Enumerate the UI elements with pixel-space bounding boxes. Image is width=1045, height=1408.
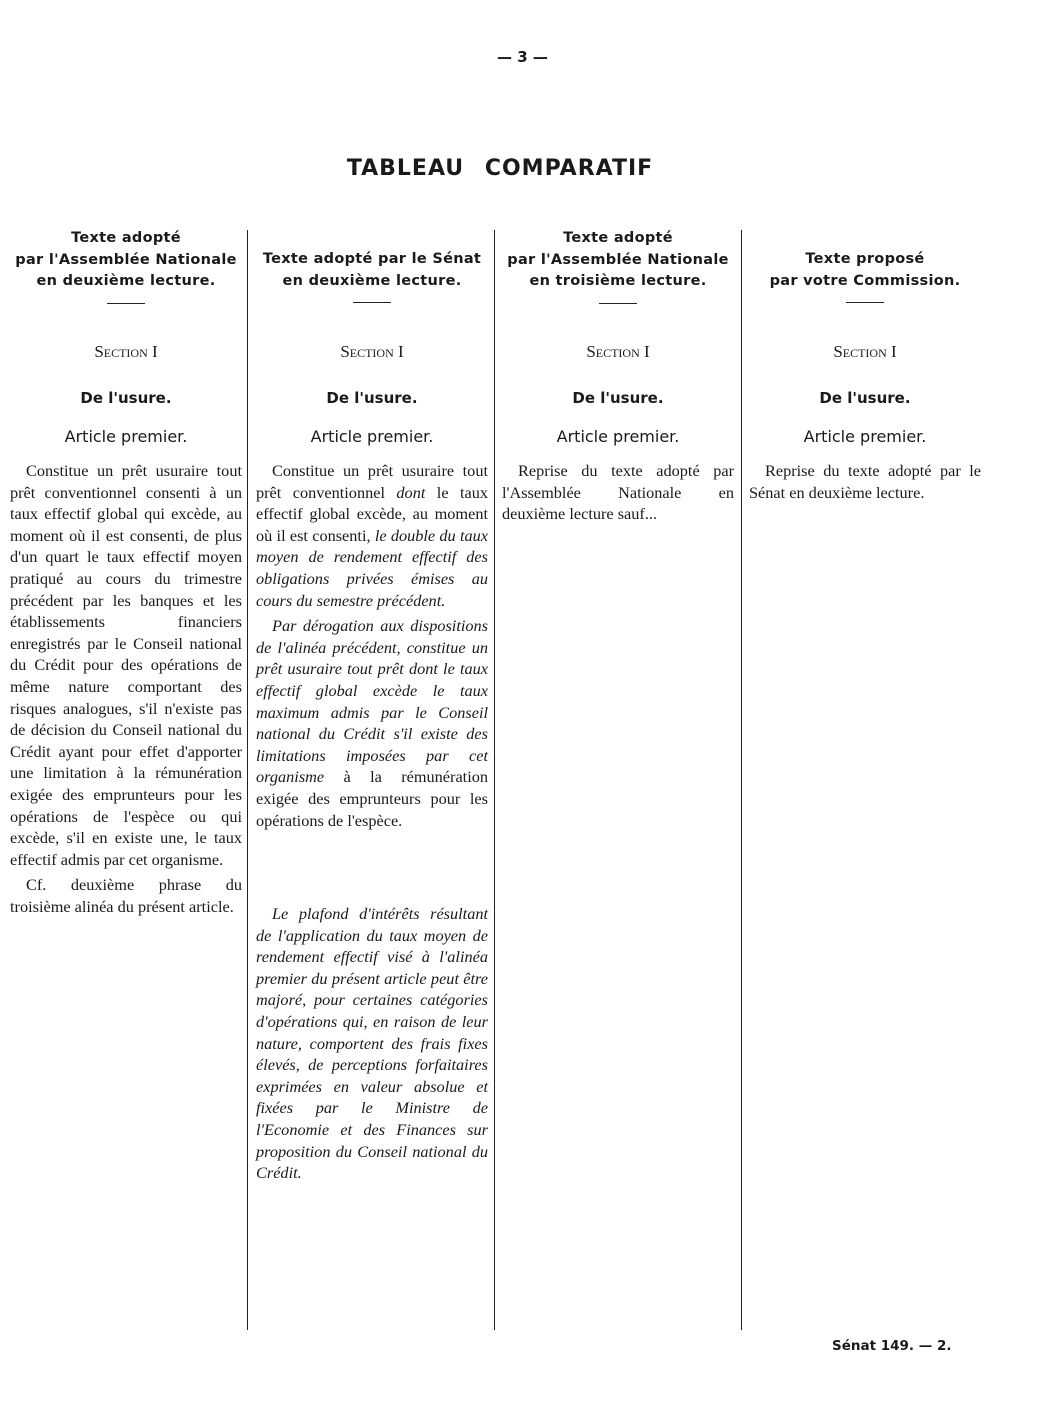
header-line: en troisième lecture. — [529, 273, 707, 289]
article-paragraph — [256, 460, 488, 611]
section-heading: Section I — [833, 342, 897, 361]
article-paragraph: Constitue un prêt usuraire tout prêt conventionnel consenti à un taux effectif global qui excède, au moment où il est consenti, de plus d'un quart le taux effectif moyen pratiqué au cours du trimestre précédent par les banques et les établissements financiers enregistrés par le Conseil national du Crédit pour des opérations de même nature comportant des risques analogues, s'il n'existe pas de décision du Conseil national du Crédit ayant pour effet d'apporter une limitation à la rémunération exigée des emprunteurs pour les opérations de l'espèce ou qui excède, s'il en existe une, le taux effectif admis par cet organisme. — [10, 461, 242, 869]
page-footer: Sénat 149. — 2. — [832, 1338, 952, 1354]
header-rule — [107, 303, 145, 304]
article-paragraph: Le plafond d'intérêts résultant de l'application du taux moyen de rendement effectif visé à l'alinéa premier du présent article peut être majoré, pour certaines catégories d'opérations qui, en raison de leur nature, comportent des frais fixes élevés, de perceptions forfaitaires exprimées en valeur absolue et fixées par le Ministre de l'Economie et des Finances sur proposition du Conseil national du Crédit. — [256, 904, 488, 1183]
article-heading: Article premier. — [310, 427, 434, 446]
header-line: Texte adopté par le Sénat — [262, 251, 482, 267]
column-header — [749, 228, 981, 310]
column-senat-deuxieme-lecture — [256, 228, 488, 1184]
header-line: en deuxième lecture. — [36, 273, 216, 289]
header-rule — [599, 303, 637, 304]
paragraph-text-italic: dont — [396, 482, 426, 502]
header-line: par votre Commission. — [769, 272, 961, 289]
article-paragraph: Reprise du texte adopté par le Sénat en deuxième lecture. — [749, 461, 981, 502]
header-line: par l'Assemblée Nationale — [15, 251, 237, 268]
article-paragraph: Reprise du texte adopté par l'Assemblée Nationale en deuxième lecture sauf... — [502, 461, 734, 524]
column-header — [502, 228, 734, 310]
header-rule — [353, 302, 391, 303]
column-divider — [247, 230, 248, 1330]
column-divider — [741, 230, 742, 1330]
subject-heading: De l'usure. — [572, 389, 664, 407]
header-rule — [846, 302, 884, 303]
column-header — [10, 228, 242, 310]
header-line: Texte adopté — [563, 230, 673, 246]
article-heading: Article premier. — [64, 427, 188, 446]
paragraph-text: le taux effectif global excède, au moment où il est consenti, — [256, 482, 488, 545]
paragraph-text: Constitue un prêt usuraire tout prêt conventionnel — [256, 461, 488, 502]
header-line: par l'Assemblée Nationale — [507, 251, 729, 268]
paragraph-text-italic: le double du taux moyen de rendement effectif des obligations privées émises au cours du semestre précédent. — [256, 525, 488, 610]
column-assemblee-deuxieme-lecture — [10, 228, 242, 917]
article-paragraph: Cf. deuxième phrase du troisième alinéa du présent article. — [10, 875, 242, 916]
header-line: Texte proposé — [805, 251, 925, 267]
column-proposition-commission — [749, 228, 981, 503]
subject-heading: De l'usure. — [819, 389, 911, 407]
article-heading: Article premier. — [556, 427, 680, 446]
section-heading: Section I — [340, 342, 404, 361]
section-heading: Section I — [94, 342, 158, 361]
page-number: — 3 — — [497, 48, 548, 66]
section-heading: Section I — [586, 342, 650, 361]
header-line: en deuxième lecture. — [282, 272, 462, 289]
column-divider — [494, 230, 495, 1330]
paragraph-text-italic: Par dérogation aux dispositions de l'alinéa précédent, constitue un prêt usuraire tout prêt dont le taux effectif global excède le taux maximum admis par le Conseil national du Crédit s'il existe des limitations imposées par cet organisme — [256, 616, 488, 787]
header-line: Texte adopté — [71, 230, 181, 246]
paragraph-text: à la rémunération exigée des emprunteurs pour les opérations de l'espèce. — [256, 767, 488, 830]
article-paragraph — [256, 615, 488, 831]
subject-heading: De l'usure. — [326, 389, 418, 407]
column-assemblee-troisieme-lecture — [502, 228, 734, 525]
article-heading: Article premier. — [803, 427, 927, 446]
column-header — [256, 228, 488, 310]
page-title: TABLEAU COMPARATIF — [346, 156, 654, 181]
subject-heading: De l'usure. — [80, 389, 172, 407]
